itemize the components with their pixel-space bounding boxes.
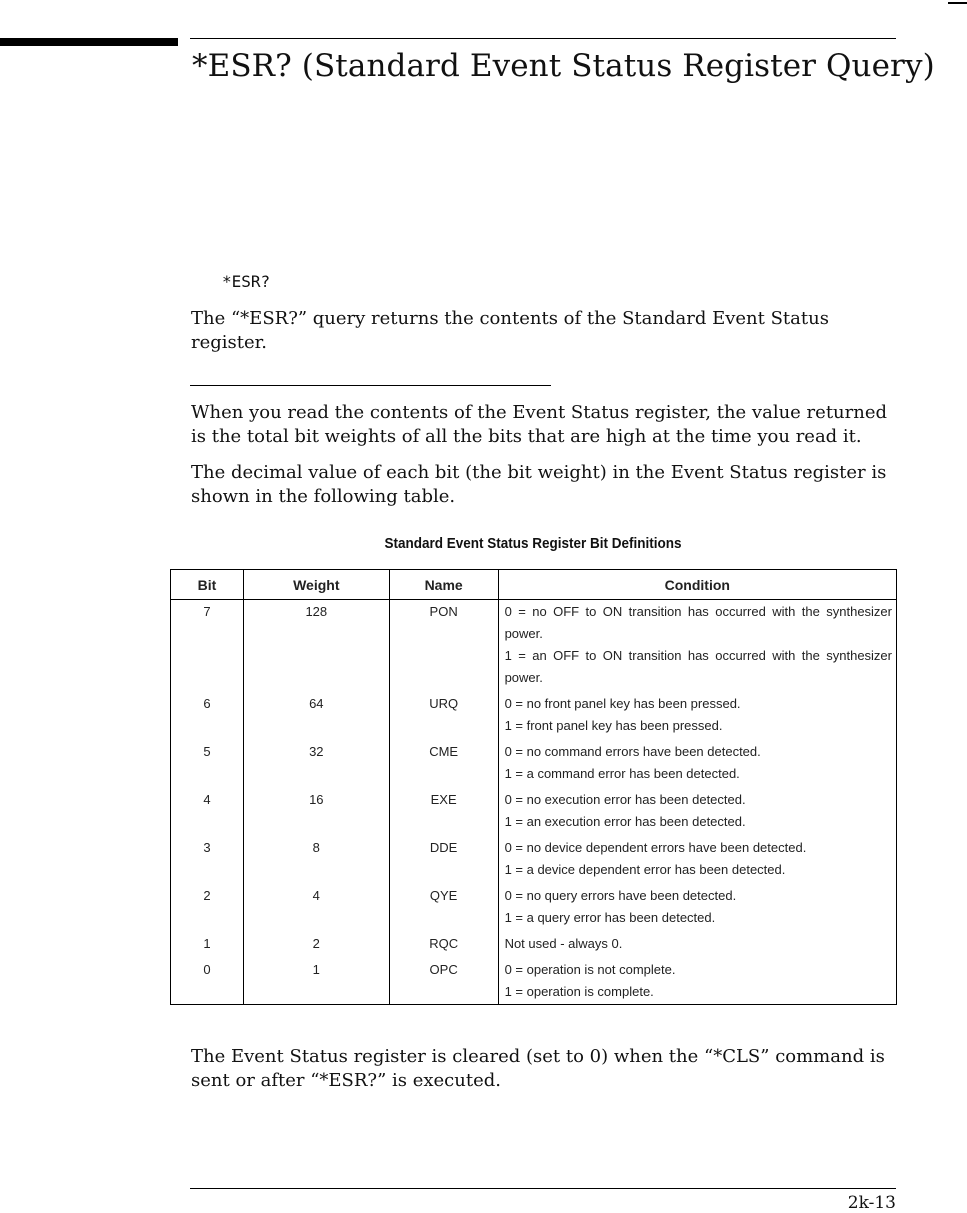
condition-line: 0 = no front panel key has been pressed.: [504, 696, 741, 711]
cell-name: RQC: [389, 933, 498, 959]
header-bit: Bit: [171, 570, 244, 600]
header-rule: [190, 38, 896, 39]
header-name: Name: [389, 570, 498, 600]
footer-rule: [190, 1188, 896, 1189]
condition-line: 0 = no command errors have been detected.: [504, 744, 761, 759]
cell-condition: [498, 885, 896, 933]
cell-bit: 0: [171, 959, 244, 1005]
condition-line: 1 = an execution error has been detected.: [504, 814, 746, 829]
cell-condition: [498, 789, 896, 837]
table-row: [171, 959, 897, 1005]
table-row: [171, 600, 897, 694]
cell-name: PON: [389, 600, 498, 694]
condition-line: 1 = front panel key has been pressed.: [504, 718, 723, 733]
condition-line: 0 = operation is not complete.: [504, 962, 676, 977]
cell-name: EXE: [389, 789, 498, 837]
table-header-row: [171, 570, 897, 600]
bit-definitions-table: [170, 569, 897, 1005]
condition-line: 0 = no execution error has been detected.: [504, 792, 746, 807]
condition-line: Not used - always 0.: [504, 936, 623, 951]
cell-weight: 128: [243, 600, 389, 694]
read-paragraph: When you read the contents of the Event Status register, the value returned is the total bit weights of all the bits that are high at the time you read it.: [191, 402, 888, 447]
condition-line: 1 = a device dependent error has been detected.: [504, 862, 786, 877]
cell-name: OPC: [389, 959, 498, 1005]
table-row: [171, 693, 897, 741]
cell-condition: [498, 600, 896, 694]
table-row: [171, 741, 897, 789]
cell-condition: [498, 933, 896, 959]
cell-condition: [498, 837, 896, 885]
cell-weight: 4: [243, 885, 389, 933]
condition-line: 0 = no device dependent errors have been detected.: [504, 840, 807, 855]
header-weight: Weight: [243, 570, 389, 600]
table-row: [171, 789, 897, 837]
table-row: [171, 933, 897, 959]
section-bar: [0, 38, 178, 46]
condition-line: 1 = operation is complete.: [504, 984, 654, 999]
condition-line: 1 = a command error has been detected.: [504, 766, 740, 781]
cell-bit: 4: [171, 789, 244, 837]
cell-weight: 32: [243, 741, 389, 789]
cell-name: QYE: [389, 885, 498, 933]
corner-mark: [948, 2, 967, 4]
cell-weight: 8: [243, 837, 389, 885]
cell-bit: 5: [171, 741, 244, 789]
cell-bit: 1: [171, 933, 244, 959]
table-caption: Standard Event Status Register Bit Definitions: [384, 535, 682, 552]
condition-line: 0 = no OFF to ON transition has occurred with the synthesizer power.: [504, 604, 892, 641]
page-number: 2k-13: [847, 1193, 896, 1213]
command-syntax: *ESR?: [222, 272, 271, 291]
cell-weight: 16: [243, 789, 389, 837]
cleared-paragraph: The Event Status register is cleared (set to 0) when the “*CLS” command is sent or after “*ESR?” is executed.: [191, 1046, 885, 1091]
condition-line: 1 = a query error has been detected.: [504, 910, 716, 925]
condition-line: 0 = no query errors have been detected.: [504, 888, 737, 903]
condition-line: 1 = an OFF to ON transition has occurred with the synthesizer power.: [504, 648, 892, 685]
cell-weight: 2: [243, 933, 389, 959]
cell-bit: 2: [171, 885, 244, 933]
section-rule: [190, 385, 551, 386]
description-paragraph: The “*ESR?” query returns the contents of the Standard Event Status register.: [191, 308, 829, 353]
cell-bit: 3: [171, 837, 244, 885]
page-title: *ESR? (Standard Event Status Register Query): [192, 48, 935, 84]
bit-weight-paragraph: The decimal value of each bit (the bit weight) in the Event Status register is shown in the following table.: [191, 462, 887, 507]
cell-weight: 64: [243, 693, 389, 741]
cell-condition: [498, 693, 896, 741]
cell-bit: 7: [171, 600, 244, 694]
cell-name: CME: [389, 741, 498, 789]
cell-weight: 1: [243, 959, 389, 1005]
cell-name: URQ: [389, 693, 498, 741]
header-condition: Condition: [498, 570, 896, 600]
table-row: [171, 885, 897, 933]
cell-condition: [498, 741, 896, 789]
cell-name: DDE: [389, 837, 498, 885]
table-row: [171, 837, 897, 885]
cell-condition: [498, 959, 896, 1005]
cell-bit: 6: [171, 693, 244, 741]
